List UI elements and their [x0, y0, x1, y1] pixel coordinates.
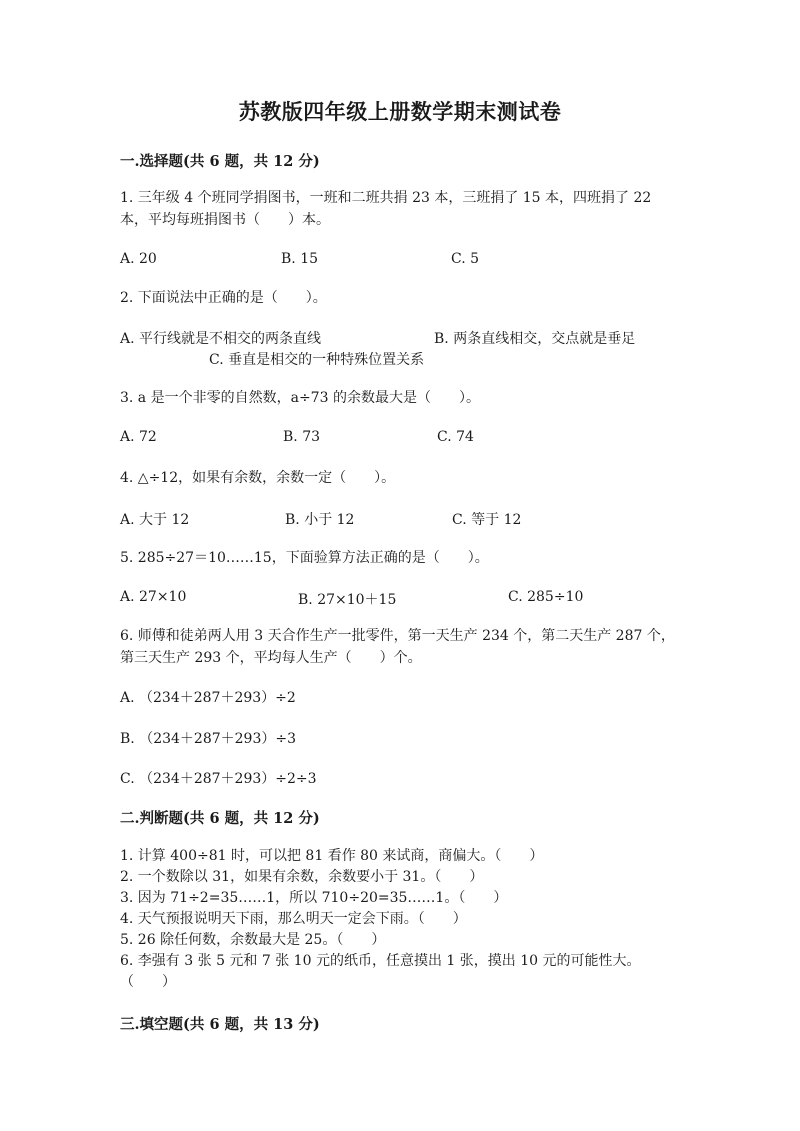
option-2b: B. 两条直线相交，交点就是垂足	[434, 331, 636, 347]
option-1a: A. 20	[120, 251, 157, 267]
option-4b: B. 小于 12	[285, 512, 355, 528]
option-2a: A. 平行线就是不相交的两条直线	[120, 331, 322, 347]
section-heading-fill: 三.填空题(共 6 题，共 13 分)	[120, 1016, 320, 1033]
judge-item-2: 2. 一个数除以 31，如果有余数，余数要小于 31。（ ）	[120, 869, 484, 885]
option-6b: B. （234＋287＋293）÷3	[120, 731, 296, 747]
judge-item-1: 1. 计算 400÷81 时，可以把 81 看作 80 来试商，商偏大。（ ）	[120, 848, 544, 864]
judge-item-3: 3. 因为 71÷2=35……1，所以 710÷20=35……1。（ ）	[120, 890, 508, 906]
judge-item-4: 4. 天气预报说明天下雨，那么明天一定会下雨。（ ）	[120, 911, 467, 927]
question-4: 4. △÷12，如果有余数，余数一定（ ）。	[120, 470, 396, 486]
option-3c: C. 74	[437, 429, 474, 445]
judge-item-5: 5. 26 除任何数，余数最大是 25。（ ）	[120, 932, 386, 948]
option-6a: A. （234＋287＋293）÷2	[120, 690, 296, 706]
question-3: 3. a 是一个非零的自然数，a÷73 的余数最大是（ ）。	[120, 390, 480, 406]
option-5c: C. 285÷10	[508, 589, 584, 605]
option-6c: C. （234＋287＋293）÷2÷3	[120, 771, 317, 787]
question-1: 1. 三年级 4 个班同学捐图书，一班和二班共捐 23 本，三班捐了 15 本，四班捐了 22 本，平均每班捐图书（ ）本。	[120, 190, 652, 228]
section-heading-choice: 一.选择题(共 6 题，共 12 分)	[120, 153, 320, 170]
option-5a: A. 27×10	[120, 589, 187, 605]
option-4c: C. 等于 12	[452, 512, 522, 528]
question-5: 5. 285÷27＝10……15，下面验算方法正确的是（ ）。	[120, 550, 489, 566]
judge-item-6: 6. 李强有 3 张 5 元和 7 张 10 元的纸币，任意摸出 1 张，摸出 10 元的可能性大。 （ ）	[120, 953, 662, 990]
option-3a: A. 72	[120, 429, 157, 445]
option-1b: B. 15	[281, 251, 319, 267]
option-5b: B. 27×10＋15	[298, 592, 397, 608]
option-3b: B. 73	[283, 429, 321, 445]
option-1c: C. 5	[451, 251, 480, 267]
question-2: 2. 下面说法中正确的是（ ）。	[120, 290, 327, 306]
question-6: 6. 师傅和徒弟两人用 3 天合作生产一批零件，第一天生产 234 个，第二天生产 287 个，第三天生产 293 个，平均每人生产（ ）个。	[120, 628, 675, 666]
option-2c: C. 垂直是相交的一种特殊位置关系	[209, 352, 425, 368]
page-title: 苏教版四年级上册数学期末测试卷	[238, 99, 562, 124]
section-heading-judge: 二.判断题(共 6 题，共 12 分)	[120, 810, 320, 827]
option-4a: A. 大于 12	[120, 512, 190, 528]
